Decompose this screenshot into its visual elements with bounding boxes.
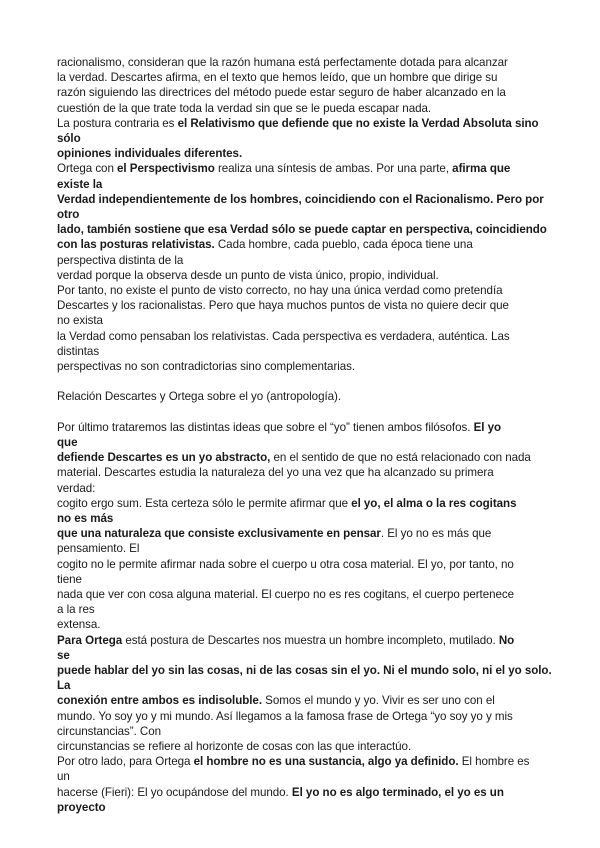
- bold-text: afirma que: [452, 162, 511, 176]
- body-text: material. Descartes estudia la naturaleza del yo una vez que ha alcanzado su primera: [57, 466, 494, 480]
- bold-text: el Relativismo que defiende que no existe la Verdad Absoluta sino: [177, 116, 539, 130]
- text-line: [57, 283, 503, 298]
- bold-text: Verdad independientemente de los hombres, coincidiendo con el Racionalismo. Pero por: [57, 192, 544, 206]
- text-line: [57, 587, 514, 602]
- text-line: [57, 237, 473, 252]
- body-text: distintas: [57, 344, 100, 358]
- body-text: Por otro lado, para Ortega: [57, 755, 194, 769]
- body-text: cogito no le permite afirmar nada sobre el cuerpo u otra cosa material. El yo, por tanto, no: [57, 557, 514, 571]
- bold-text: Para Ortega: [57, 633, 123, 647]
- bold-text: otro: [57, 208, 80, 221]
- body-text: la Verdad como pensaban los relativistas. Cada perspectiva es verdadera, auténtica. Las: [57, 329, 510, 343]
- bold-text: lado, también sostiene que esa Verdad sólo se puede captar en perspectiva, coincidiendo: [57, 223, 547, 237]
- bold-text: el Perspectivismo: [117, 162, 215, 176]
- text-line: [57, 389, 341, 404]
- text-line: [57, 268, 439, 283]
- bold-text: defiende Descartes es un yo abstracto,: [57, 451, 271, 465]
- text-line: [57, 70, 497, 85]
- bold-text: no es más: [57, 512, 114, 525]
- body-text: perspectiva distinta de la: [57, 253, 184, 267]
- text-line: [57, 572, 82, 587]
- text-line: [57, 55, 508, 70]
- bold-text: que: [57, 436, 78, 449]
- body-text: un: [57, 770, 70, 784]
- body-text: realiza una síntesis de ambas. Por una parte,: [214, 162, 453, 176]
- text-line: [57, 131, 81, 146]
- text-line: [57, 754, 529, 769]
- body-text: Cada hombre, cada pueblo, cada época tiene una: [214, 238, 473, 252]
- text-line: [57, 633, 514, 648]
- body-text: a la res: [57, 603, 95, 617]
- text-line: [57, 693, 495, 708]
- body-text: La postura contraria es: [57, 116, 178, 130]
- text-line: [57, 192, 544, 207]
- body-text: verdad porque la observa desde un punto de vista único, propio, individual.: [57, 268, 439, 282]
- body-text: no exista: [57, 314, 103, 328]
- body-text: en el sentido de que no está relacionado con nada: [270, 451, 531, 465]
- text-line: [57, 435, 77, 450]
- body-text: El hombre es: [458, 755, 530, 769]
- text-line: [57, 800, 106, 815]
- text-line: [57, 329, 510, 344]
- text-line: [57, 222, 547, 237]
- body-text: . El yo no es más que: [380, 527, 492, 541]
- body-text: cuestión de la que trate toda la verdad sin que se le pueda escapar nada.: [57, 101, 432, 115]
- text-line: [57, 359, 355, 374]
- text-line: [57, 785, 504, 800]
- text-line: [57, 663, 552, 678]
- body-text: tiene: [57, 572, 82, 586]
- bold-text: sólo: [57, 132, 81, 145]
- text-line: [57, 313, 103, 328]
- bold-text: La: [57, 679, 71, 693]
- bold-text: el hombre no es una sustancia, algo ya definido.: [193, 755, 459, 769]
- text-line: [57, 161, 510, 176]
- body-text: Por último trataremos las distintas ideas que sobre el “yo” tienen ambos filósofos.: [57, 420, 474, 434]
- text-line: [57, 116, 539, 131]
- text-line: [57, 709, 513, 724]
- text-line: [57, 541, 139, 556]
- text-line: [57, 465, 494, 480]
- body-text: circunstancias se refiere al horizonte de cosas con las que interactúo.: [57, 740, 412, 753]
- text-line: [57, 648, 70, 663]
- body-text: Descartes y los racionalistas. Pero que haya muchos puntos de vista no quiere decir que: [57, 299, 509, 313]
- text-line: [57, 177, 102, 192]
- body-text: cogito ergo sum. Esta certeza sólo le permite afirmar que: [57, 496, 352, 510]
- text-line: [57, 481, 95, 496]
- body-text: circunstancias”. Con: [57, 724, 162, 738]
- body-text: mundo. Yo soy yo y mi mundo. Así llegamos a la famosa frase de Ortega “yo soy yo y mis: [57, 709, 513, 723]
- text-line: [57, 298, 509, 313]
- text-line: [57, 207, 79, 222]
- text-line: [57, 557, 514, 572]
- body-text: está postura de Descartes nos muestra un hombre incompleto, mutilado.: [122, 633, 499, 647]
- bold-text: No: [498, 633, 515, 647]
- bold-text: que una naturaleza que consiste exclusivamente en pensar: [57, 527, 381, 541]
- body-text: Ortega con: [57, 162, 118, 176]
- body-text: perspectivas no son contradictorias sino complementarias.: [57, 360, 356, 373]
- body-text: razón siguiendo las directrices del método puede estar seguro de haber alcanzado en la: [57, 86, 506, 100]
- text-line: [57, 739, 411, 754]
- text-line: [57, 253, 183, 268]
- text-line: [57, 526, 491, 541]
- text-line: [57, 769, 70, 784]
- bold-text: El yo no es algo terminado, el yo es un: [291, 785, 504, 799]
- bold-text: se: [57, 648, 70, 662]
- bold-text: con las posturas relativistas.: [57, 238, 215, 252]
- body-text: verdad:: [57, 481, 96, 495]
- text-line: [57, 724, 161, 739]
- body-text: la verdad. Descartes afirma, en el texto que hemos leído, que un hombre que dirige su: [57, 71, 498, 85]
- bold-text: existe la: [57, 177, 103, 191]
- body-text: racionalismo, consideran que la razón humana está perfectamente dotada para alcanzar: [57, 56, 508, 69]
- text-line: [57, 511, 113, 526]
- body-text: Por tanto, no existe el punto de visto correcto, no hay una única verdad como pretendía: [57, 284, 503, 297]
- bold-text: conexión entre ambos es indisoluble.: [57, 694, 263, 708]
- bold-text: el yo, el alma o la res cogitans: [351, 496, 517, 510]
- body-text: Relación Descartes y Ortega sobre el yo (antropología).: [57, 390, 342, 404]
- text-line: [57, 344, 99, 359]
- bold-text: opiniones individuales diferentes.: [57, 147, 243, 161]
- bold-text: puede hablar del yo sin las cosas, ni de las cosas sin el yo. Ni el mundo solo, ni el yo solo.: [57, 664, 552, 677]
- text-line: [57, 85, 506, 100]
- text-line: [57, 146, 242, 161]
- body-text: pensamiento. El: [57, 542, 140, 556]
- body-text: nada que ver con cosa alguna material. El cuerpo no es res cogitans, el cuerpo pertenece: [57, 588, 515, 601]
- text-line: [57, 617, 100, 632]
- text-line: [57, 420, 501, 435]
- text-line: [57, 678, 70, 693]
- text-line: [57, 602, 95, 617]
- bold-text: proyecto: [57, 800, 106, 814]
- body-text: Somos el mundo y yo. Vivir es ser uno con el: [262, 694, 495, 708]
- text-line: [57, 496, 516, 511]
- bold-text: El yo: [473, 420, 502, 434]
- body-text: hacerse (Fieri): El yo ocupándose del mundo.: [57, 785, 292, 799]
- body-text: extensa.: [57, 618, 101, 632]
- text-line: [57, 101, 431, 116]
- text-line: [57, 450, 531, 465]
